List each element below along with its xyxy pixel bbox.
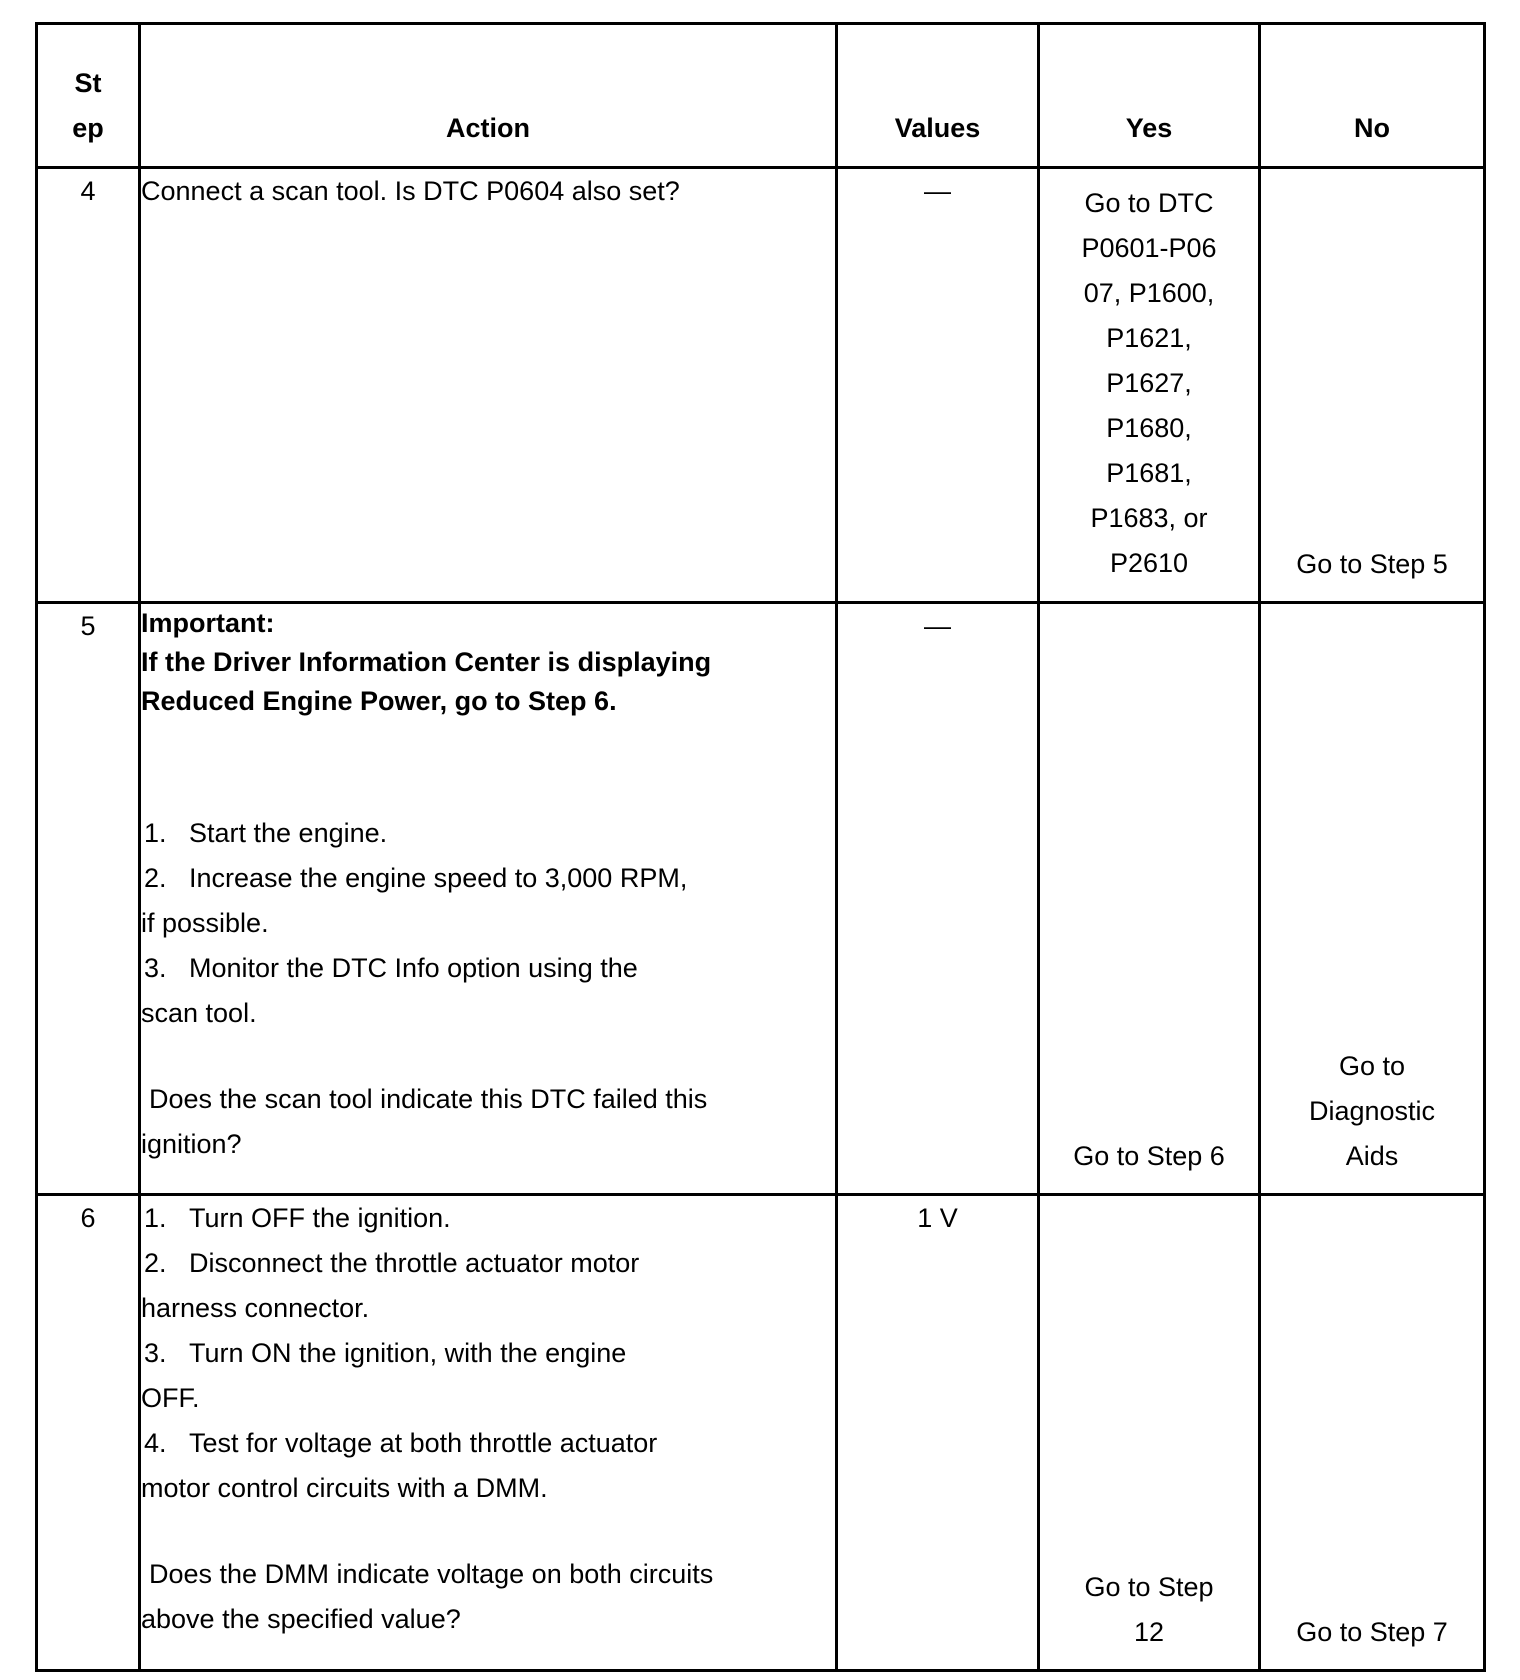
header-row xyxy=(37,24,1485,168)
yes-line: Go to Step xyxy=(1084,1572,1214,1602)
list-item: 3. Monitor the DTC Info option using the xyxy=(144,953,638,983)
no-text: Go to Step 5 xyxy=(1296,549,1448,579)
list-item-continuation: harness connector. xyxy=(141,1293,370,1323)
important-line: If the Driver Information Center is displaying xyxy=(141,647,712,677)
question-text: above the specified value? xyxy=(141,1604,461,1634)
list-item-continuation: if possible. xyxy=(141,908,269,938)
no-cell xyxy=(1260,603,1485,1195)
no-text: Go to Step 7 xyxy=(1296,1617,1448,1647)
yes-line: 07, P1600, xyxy=(1083,278,1215,308)
list-item: 1. Turn OFF the ignition. xyxy=(144,1203,451,1233)
diagnostic-table xyxy=(35,22,1486,1672)
list-item-continuation: scan tool. xyxy=(141,998,257,1028)
header-action: Action xyxy=(140,24,837,168)
list-item: 4. Test for voltage at both throttle actuator xyxy=(144,1428,658,1458)
list-item: 2. Disconnect the throttle actuator motor xyxy=(144,1248,640,1278)
yes-line: P1680, xyxy=(1106,413,1192,443)
yes-line: P2610 xyxy=(1109,548,1189,578)
list-item: 1. Start the engine. xyxy=(144,818,388,848)
action-cell xyxy=(140,1195,837,1671)
no-cell xyxy=(1260,168,1485,603)
yes-line: P1627, xyxy=(1106,368,1192,398)
table-row-step-4 xyxy=(37,168,1485,603)
no-cell xyxy=(1260,1195,1485,1671)
yes-line: P1681, xyxy=(1106,458,1192,488)
header-yes: Yes xyxy=(1039,24,1260,168)
step-number: 4 xyxy=(37,168,140,603)
yes-cell xyxy=(1039,603,1260,1195)
list-item-continuation: motor control circuits with a DMM. xyxy=(141,1473,548,1503)
header-step-line1: St xyxy=(74,68,102,98)
yes-line: P1683, or xyxy=(1090,503,1208,533)
header-step-line2: ep xyxy=(72,113,104,143)
no-line: Go to xyxy=(1338,1051,1406,1081)
step-number: 5 xyxy=(37,603,140,1195)
header-values: Values xyxy=(837,24,1039,168)
yes-cell xyxy=(1039,1195,1260,1671)
yes-line: 12 xyxy=(1133,1617,1165,1647)
list-item-continuation: OFF. xyxy=(141,1383,200,1413)
question-text: Does the scan tool indicate this DTC failed this xyxy=(149,1084,708,1114)
table-row-step-6 xyxy=(37,1195,1485,1671)
header-step xyxy=(37,24,140,168)
action-text: Connect a scan tool. Is DTC P0604 also set? xyxy=(141,176,680,206)
list-item: 3. Turn ON the ignition, with the engine xyxy=(144,1338,627,1368)
yes-text: Go to Step 6 xyxy=(1073,1141,1225,1171)
question-text: ignition? xyxy=(141,1129,242,1159)
no-line: Diagnostic xyxy=(1308,1096,1436,1126)
yes-line: P0601-P06 xyxy=(1081,233,1217,263)
yes-line: Go to DTC xyxy=(1084,188,1214,218)
important-line: Reduced Engine Power, go to Step 6. xyxy=(141,686,617,716)
value-cell: 1 V xyxy=(837,1195,1039,1671)
no-line: Aids xyxy=(1345,1141,1399,1171)
table-row-step-5 xyxy=(37,603,1485,1195)
value-cell: — xyxy=(837,168,1039,603)
header-no: No xyxy=(1260,24,1485,168)
yes-cell xyxy=(1039,168,1260,603)
value-cell: — xyxy=(837,603,1039,1195)
important-label: Important: xyxy=(141,608,275,638)
question-text: Does the DMM indicate voltage on both circuits xyxy=(149,1559,714,1589)
yes-line: P1621, xyxy=(1106,323,1192,353)
action-cell xyxy=(140,168,837,603)
list-item: 2. Increase the engine speed to 3,000 RPM, xyxy=(144,863,688,893)
step-number: 6 xyxy=(37,1195,140,1671)
action-cell xyxy=(140,603,837,1195)
